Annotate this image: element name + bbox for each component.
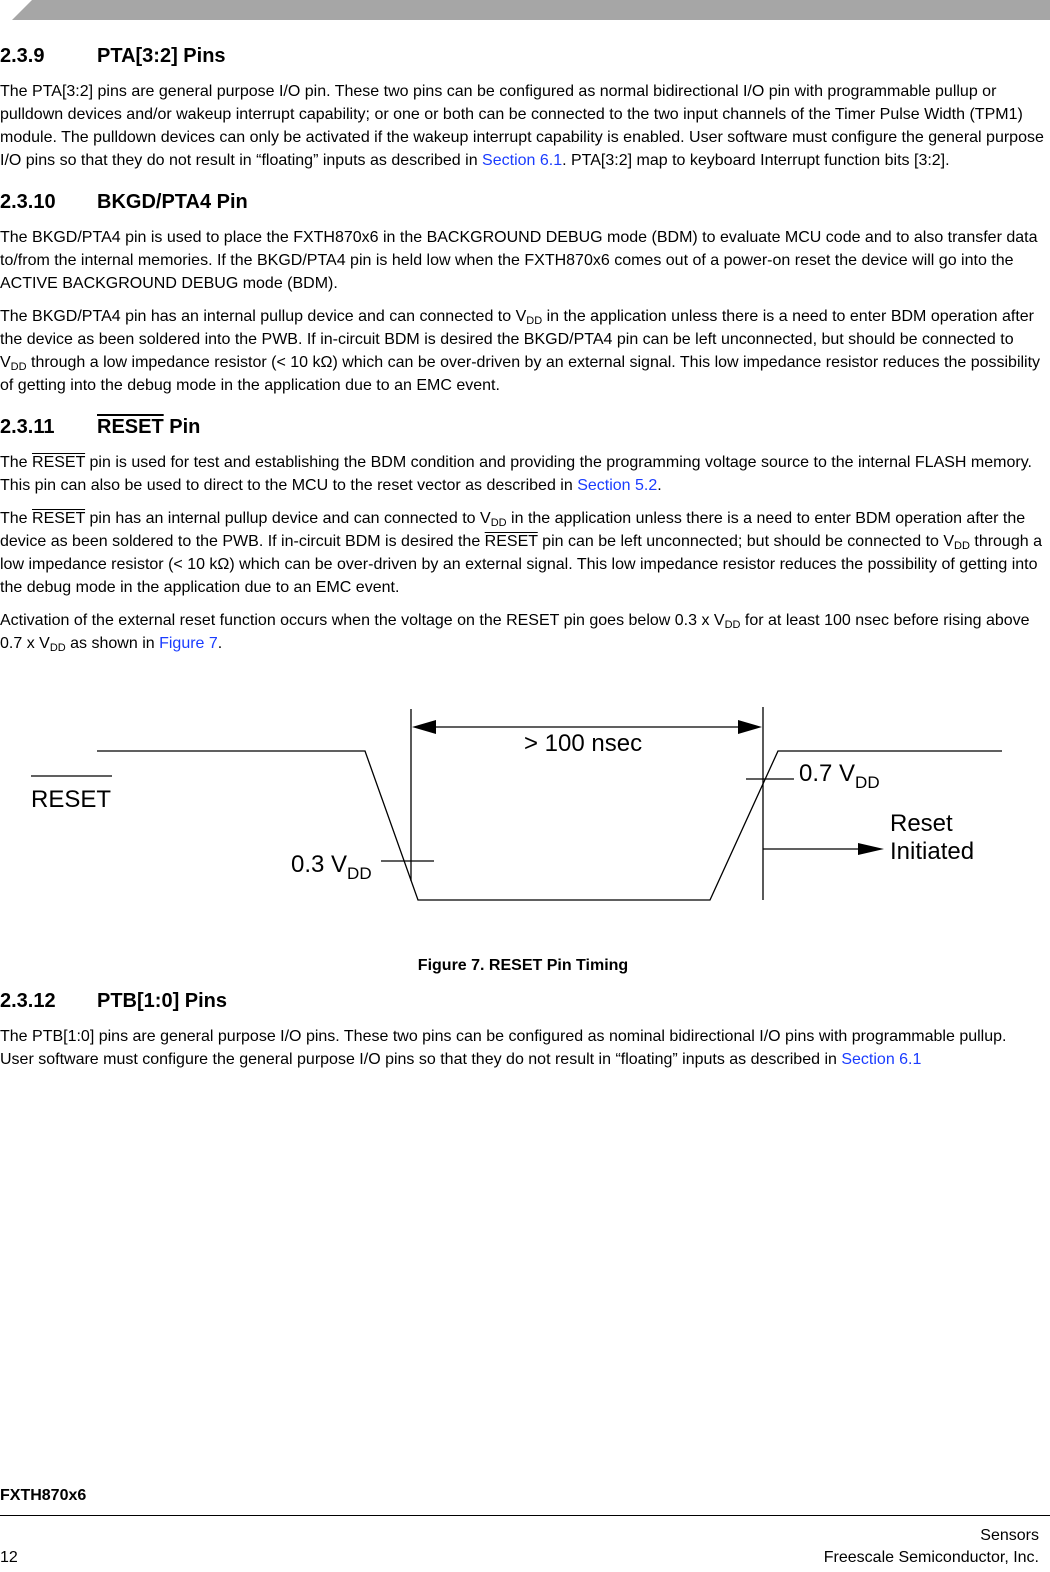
reset-overline: RESET (32, 510, 86, 527)
subscript: DD (954, 540, 970, 552)
text-run: for at least 100 nsec before rising above 0.7 x V (0, 612, 1030, 652)
heading-2-3-12 (0, 989, 1044, 1013)
signal-label: RESET (31, 786, 112, 813)
reset-initiated-line2: Initiated (890, 838, 975, 865)
text-run: in the application unless there is a need to enter BDM operation after the device as been soldered to the PWB. If in-circuit BDM is desired the (0, 510, 1026, 550)
text-run: Activation of the external reset function occurs when the voltage on the RESET pin goes below 0.3 x V (0, 612, 725, 629)
section-number: 2.3.11 (0, 416, 55, 438)
reset-initiated-line1: Reset (890, 810, 953, 837)
link-figure-7[interactable]: Figure 7 (159, 635, 218, 652)
subscript: DD (10, 361, 27, 373)
footer-divider (0, 1515, 1050, 1516)
paragraph-ptb10 (0, 1025, 1044, 1071)
section-number: 2.3.10 (0, 191, 56, 213)
pulse-duration-label: > 100 nsec (524, 730, 643, 757)
top-decorative-bar (0, 0, 1050, 20)
text-run: through a low impedance resistor (< 10 kΩ) which can be over-driven by an external signal. This low impedance resistor reduces the possibility of getting into the debug mode in the application due to an EMC event. (0, 533, 1042, 596)
text-run: in the application unless there is a need to enter BDM operation after the device as been soldered into the PWB. If in-circuit BDM is desired the BKGD/PTA4 pin can be left unconnected, but should be connected to V (0, 308, 1034, 371)
paragraph-reset-3 (0, 609, 1044, 655)
section-title: BKGD/PTA4 Pin (97, 191, 248, 213)
figure-reset-timing (0, 667, 1050, 957)
high-threshold-label (799, 760, 880, 792)
text-run: The PTA[3:2] pins are general purpose I/O pin. These two pins can be configured as normal bidirectional I/O pin with programmable pullup or pulldown devices and/or wakeup interrupt capability; or one or both can be connected to the two input channels of the Timer Pulse Width (TPM1) module. The pulldown devices can only be activated if the wakeup interrupt capability is enabled. User software must configure the general purpose I/O pins so that they do not result in “floating” inputs as described in (0, 83, 1044, 169)
low-threshold-sub: DD (347, 864, 372, 883)
text-run: The (0, 454, 33, 471)
low-threshold-text: 0.3 V (291, 851, 348, 878)
text-run: pin has an internal pullup device and can connected to V (85, 510, 491, 527)
high-threshold-sub: DD (855, 773, 880, 792)
footer-company: Freescale Semiconductor, Inc. (823, 1549, 1039, 1566)
paragraph-pta32 (0, 80, 1044, 172)
arrow-head-reset-icon (858, 843, 884, 855)
text-run: through a low impedance resistor (< 10 kΩ) which can be over-driven by an external signal. This low impedance resistor reduces the possibility of getting into the debug mode in the application due to an EMC event. (0, 354, 1041, 394)
subscript: DD (526, 315, 543, 327)
paragraph-bkgd-2 (0, 305, 1044, 397)
link-section-6-1[interactable]: Section 6.1 (841, 1051, 922, 1068)
figure-caption: Figure 7. RESET Pin Timing (417, 957, 629, 974)
subscript: DD (490, 517, 507, 529)
reset-timing-diagram (0, 667, 1050, 957)
footer-page-number: 12 (0, 1549, 18, 1566)
high-threshold-text: 0.7 V (799, 760, 856, 787)
subscript: DD (49, 642, 66, 654)
paragraph-reset-2 (0, 507, 1044, 599)
page-content (0, 44, 1044, 1081)
section-title: PTA[3:2] Pins (97, 45, 226, 67)
link-section-5-2[interactable]: Section 5.2 (577, 477, 658, 494)
heading-2-3-10 (0, 190, 1044, 214)
text-run: pin is used for test and establishing the BDM condition and providing the programming voltage source to the internal FLASH memory. This pin can also be used to direct to the MCU to the reset vector as described in (0, 454, 1032, 494)
heading-2-3-9 (0, 44, 1044, 68)
reset-overline: RESET (484, 533, 538, 550)
section-title-reset: RESET (97, 416, 164, 438)
heading-2-3-11 (0, 415, 1044, 439)
text-run: . (217, 635, 223, 652)
footer-category: Sensors (980, 1527, 1039, 1544)
low-threshold-label (291, 851, 372, 883)
footer-doc-title: FXTH870x6 (0, 1487, 87, 1504)
section-title-suffix: Pin (163, 416, 201, 438)
text-run: as shown in (65, 635, 160, 652)
text-run: The (0, 510, 33, 527)
text-run: The BKGD/PTA4 pin has an internal pullup device and can connected to V (0, 308, 527, 325)
text-run: . PTA[3:2] map to keyboard Interrupt function bits [3:2]. (562, 152, 950, 169)
section-number: 2.3.9 (0, 45, 45, 67)
paragraph-bkgd-1: The BKGD/PTA4 pin is used to place the FXTH870x6 in the BACKGROUND DEBUG mode (BDM) to evaluate MCU code and to also transfer data to/from the internal memories. If the BKGD/PTA4 pin is held low when the FXTH870x6 comes out of a power-on reset the device will go into the ACTIVE BACKGROUND DEBUG mode (BDM). (0, 229, 1038, 292)
link-section-6-1[interactable]: Section 6.1 (482, 152, 563, 169)
text-run: The PTB[1:0] pins are general purpose I/O pins. These two pins can be configured as nominal bidirectional I/O pins with programmable pullup. User software must configure the general purpose I/O pins so that they do not result in “floating” inputs as described in (0, 1028, 1007, 1068)
text-run: . (657, 477, 662, 494)
arrow-head-right-icon (738, 720, 762, 734)
paragraph-reset-1 (0, 451, 1044, 497)
section-title: PTB[1:0] Pins (97, 990, 228, 1012)
reset-overline: RESET (32, 454, 86, 471)
subscript: DD (724, 619, 741, 631)
text-run: pin can be left unconnected; but should be connected to V (537, 533, 955, 550)
section-number: 2.3.12 (0, 990, 56, 1012)
arrow-head-left-icon (412, 720, 436, 734)
